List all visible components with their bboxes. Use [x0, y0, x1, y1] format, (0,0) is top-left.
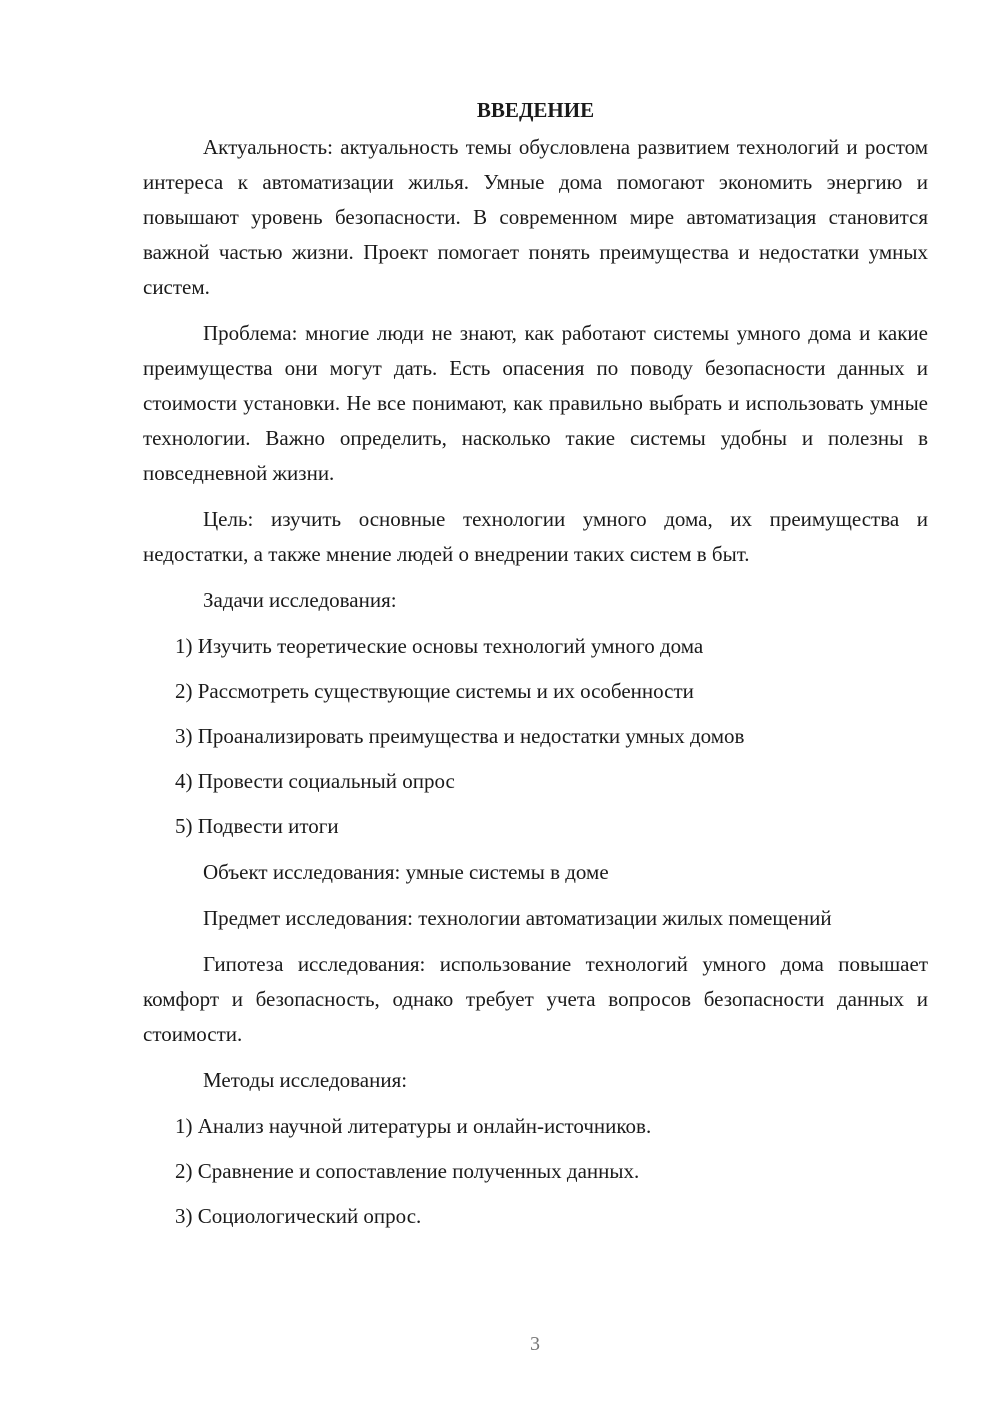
task-item: 1) Изучить теоретические основы технологий умного дома [175, 634, 704, 658]
tasks-heading: Задачи исследования: [203, 588, 397, 612]
method-item: 1) Анализ научной литературы и онлайн-источников. [175, 1114, 652, 1138]
subject-paragraph: Предмет исследования: технологии автоматизации жилых помещений [203, 906, 832, 930]
document-page [143, 88, 928, 1245]
page-title: ВВЕДЕНИЕ [476, 98, 595, 122]
problem-paragraph: Проблема: многие люди не знают, как работают системы умного дома и какие преимущества они могут дать. Есть опасения по поводу безопасности данных и стоимости установки. Не все понимают, как правильно выбрать и использовать умные технологии. Важно определить, насколько такие системы удобны и полезны в повседневной жизни. [143, 321, 928, 485]
tasks-list [143, 629, 928, 844]
task-item: 4) Провести социальный опрос [175, 769, 455, 793]
goal-paragraph: Цель: изучить основные технологии умного дома, их преимущества и недостатки, а также мнение людей о внедрении таких систем в быт. [143, 507, 928, 566]
relevance-paragraph: Актуальность: актуальность темы обусловлена развитием технологий и ростом интереса к автоматизации жилья. Умные дома помогают экономить энергию и повышают уровень безопасности. В современном мире автоматизация становится важной частью жизни. Проект помогает понять преимущества и недостатки умных систем. [143, 135, 928, 299]
page-number: 3 [530, 1333, 540, 1355]
task-item: 3) Проанализировать преимущества и недостатки умных домов [175, 724, 745, 748]
task-item: 5) Подвести итоги [175, 814, 339, 838]
methods-heading: Методы исследования: [203, 1068, 408, 1092]
hypothesis-paragraph: Гипотеза исследования: использование технологий умного дома повышает комфорт и безопасность, однако требует учета вопросов безопасности данных и стоимости. [143, 952, 928, 1046]
object-paragraph: Объект исследования: умные системы в доме [203, 860, 609, 884]
task-item: 2) Рассмотреть существующие системы и их особенности [175, 679, 694, 703]
method-item: 3) Социологический опрос. [175, 1204, 422, 1228]
methods-list [143, 1109, 928, 1234]
method-item: 2) Сравнение и сопоставление полученных данных. [175, 1159, 640, 1183]
